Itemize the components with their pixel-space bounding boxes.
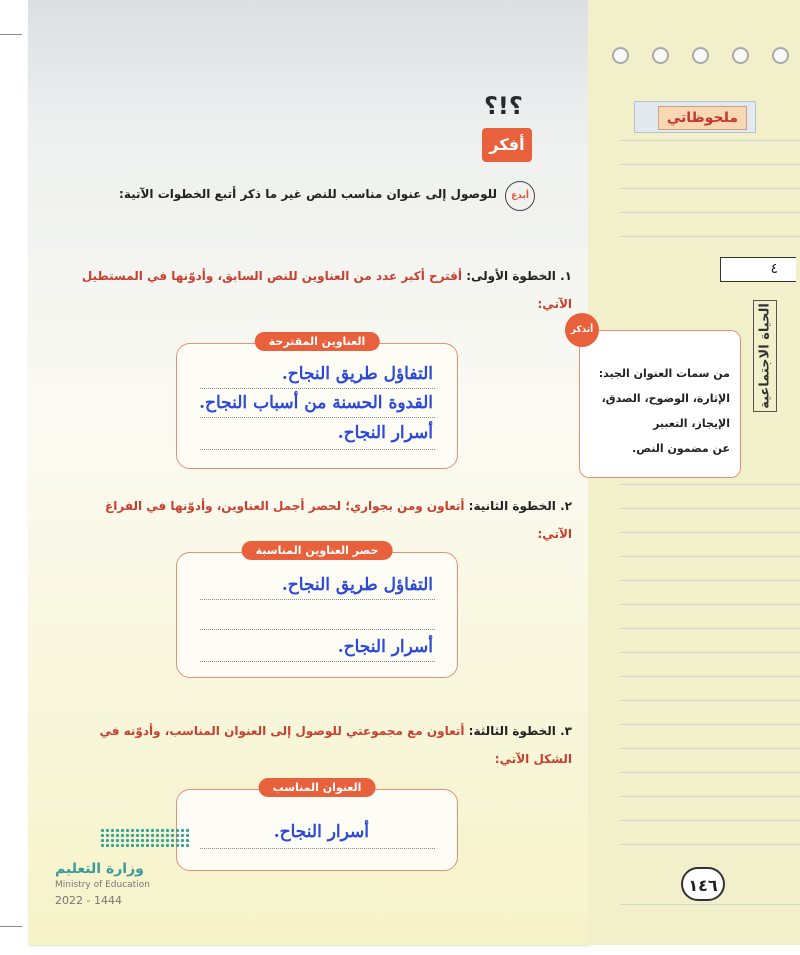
answer-text: أسرار النجاح. [337, 637, 433, 657]
ruled-line [620, 236, 800, 237]
binder-hole-icon [612, 47, 629, 64]
remember-line: عن مضمون النص. [632, 442, 730, 455]
step-3 [72, 717, 572, 773]
dotted-line [200, 599, 435, 600]
ruled-line [620, 724, 800, 725]
box-title: حصر العناوين المناسبة [242, 541, 393, 560]
page-number: ١٤٦ [681, 867, 725, 901]
binder-hole-icon [772, 47, 789, 64]
step-text: أتعاون مع مجموعتي للوصول إلى العنوان المناسب، وأدوّنه في الشكل الآتي: [99, 724, 572, 766]
remember-line: الإثارة، الوضوح، الصدق، [601, 392, 730, 405]
binder-hole-icon [732, 47, 749, 64]
notes-header [634, 101, 756, 133]
remember-line: من سمات العنوان الجيد: [598, 367, 730, 380]
ruled-line [620, 772, 800, 773]
remember-box [579, 330, 741, 478]
ruled-line [620, 188, 800, 189]
ruled-line [620, 748, 800, 749]
step-text: أتعاون ومن بجواري؛ لحصر أجمل العناوين، وأدوّنها في الفراغ الآتي: [105, 499, 572, 541]
ruled-line [620, 580, 800, 581]
step-heading: الخطوة الأولى: [466, 269, 556, 283]
step-2 [72, 492, 572, 548]
create-icon: أبدع [505, 181, 535, 211]
ruled-line [620, 508, 800, 509]
step-heading: الخطوة الثانية: [468, 499, 556, 513]
think-icon [480, 90, 540, 165]
think-label: أفكر [482, 128, 532, 162]
step-number: ١. [560, 269, 572, 283]
unit-title-tab [753, 300, 777, 412]
ministry-logo [55, 828, 195, 910]
intro-text: للوصول إلى عنوان مناسب للنص غير ما ذكر أتبع الخطوات الآتية: [119, 187, 497, 201]
answer-text: أسرار النجاح. [273, 822, 369, 842]
ruled-line [620, 796, 800, 797]
crop-mark [0, 926, 22, 927]
step-1 [72, 262, 572, 318]
question-marks-icon: ؟!؟ [484, 92, 523, 120]
ministry-name-arabic: وزارة التعليم [55, 861, 144, 877]
ruled-line [620, 628, 800, 629]
ruled-line [620, 164, 800, 165]
notes-label: ملحوظاتي [658, 106, 747, 130]
dotted-line [200, 661, 435, 662]
ruled-line [620, 212, 800, 213]
box-title: العنوان المناسب [259, 778, 376, 797]
intro-row [119, 181, 535, 211]
dotted-line [200, 848, 435, 849]
edition-year: 2022 - 1444 [55, 894, 122, 907]
remember-line: الإيجاز، التعبير [653, 417, 730, 430]
dotted-line [200, 417, 435, 418]
dotted-line [200, 388, 435, 389]
answer-text: أسرار النجاح. [337, 423, 433, 443]
remember-badge: أتذكر [565, 313, 599, 347]
dotted-line [200, 629, 435, 630]
final-title-box [176, 781, 458, 871]
answer-text: التفاؤل طريق النجاح. [281, 364, 433, 384]
ruled-line [620, 532, 800, 533]
selected-titles-box [176, 544, 458, 678]
binder-hole-icon [692, 47, 709, 64]
step-number: ٣. [560, 724, 572, 738]
ruled-line [620, 676, 800, 677]
step-heading: الخطوة الثالثة: [468, 724, 556, 738]
ruled-line [620, 820, 800, 821]
unit-number: ٤ [720, 257, 796, 282]
ruled-line [620, 652, 800, 653]
answer-text: التفاؤل طريق النجاح. [281, 575, 433, 595]
unit-title: الحياة الاجتماعية [757, 303, 773, 409]
dotted-line [200, 449, 435, 450]
ruled-line [620, 556, 800, 557]
binder-hole-icon [652, 47, 669, 64]
ruled-line [620, 844, 800, 845]
step-number: ٢. [560, 499, 572, 513]
suggested-titles-box [176, 335, 458, 469]
ministry-emblem-icon [100, 828, 190, 848]
ruled-line [620, 904, 800, 905]
ruled-line [620, 140, 800, 141]
ruled-line [620, 700, 800, 701]
step-text: أقترح أكبر عدد من العناوين للنص السابق، وأدوّنها في المستطيل الآتي: [81, 269, 572, 311]
crop-mark [0, 34, 22, 35]
ruled-line [620, 484, 800, 485]
ministry-name-english: Ministry of Education [55, 880, 150, 890]
ruled-line [620, 604, 800, 605]
answer-text: القدوة الحسنة من أسباب النجاح. [199, 393, 433, 413]
box-title: العناوين المقترحة [255, 332, 380, 351]
